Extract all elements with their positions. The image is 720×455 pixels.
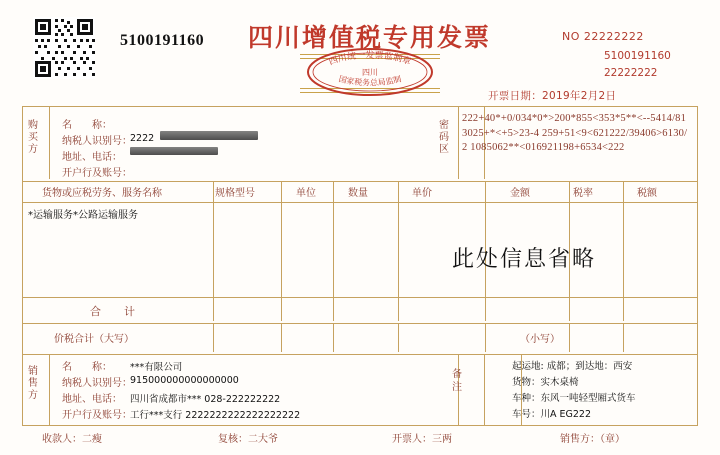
omitted-info-note: 此处信息省略: [452, 247, 597, 272]
subtotal-label: 合 计: [90, 305, 141, 318]
table-divider: [213, 181, 214, 321]
table-divider: [569, 323, 570, 352]
table-divider: [281, 181, 282, 321]
col-header-qty: 数量: [348, 188, 368, 199]
invoice-code-value: 5100191160: [604, 50, 671, 62]
seller-side-label: 销 售 方: [28, 366, 38, 401]
table-divider: [213, 323, 214, 352]
seller-taxid-label: 纳税人识别号：: [62, 378, 132, 389]
issue-date: 开票日期：2019年2月2日: [488, 90, 617, 102]
buyer-side-label: 购 买 方: [28, 120, 38, 155]
footer-reviewer: 复核：二大爷: [218, 434, 278, 445]
col-header-price: 单价: [412, 188, 432, 199]
invoice-no-label: NO 22222222: [562, 30, 644, 43]
redaction-bar: [130, 147, 218, 155]
invoice-serial-value: 22222222: [604, 67, 658, 79]
remark-line-4: 车号：川A EG222: [512, 409, 592, 420]
table-divider: [398, 181, 399, 321]
official-seal-stamp: [305, 46, 435, 98]
seal-top-text: 四川统一发票监制章: [327, 50, 413, 68]
seller-bank-label: 开户行及账号：: [62, 410, 132, 421]
table-divider: [49, 354, 50, 425]
table-divider: [23, 354, 697, 355]
grand-total-small-label: （小写）: [520, 334, 560, 345]
table-divider: [23, 202, 697, 203]
qr-code-icon: [33, 17, 95, 79]
redaction-bar: [160, 131, 258, 140]
table-divider: [333, 181, 334, 321]
col-header-spec: 规格型号: [215, 188, 255, 199]
table-divider: [49, 107, 50, 179]
remark-line-2: 货物：实木桌椅: [512, 377, 579, 388]
remark-side-label: 备 注: [452, 369, 462, 393]
remark-line-1: 起运地: 成都；到达地：西安: [512, 361, 633, 372]
table-divider: [281, 323, 282, 352]
footer-drawer: 开票人：三两: [392, 434, 452, 445]
seller-bank-value: 工行***支行 2222222222222222222: [130, 410, 301, 421]
cipher-text: 222+40*+0/034*0*>200*855<353*5**<--5414/813025+*<+5>23-4 259+51<9<621222/39406>6130/2 1085062**<016921198+6534<222: [462, 113, 688, 153]
cipher-side-label: 密 码 区: [439, 120, 449, 155]
seller-taxid-value: 915000000000000000: [130, 375, 239, 386]
page-title: 四川增值税专用发票: [248, 23, 492, 52]
col-header-goods-name: 货物或应税劳务、服务名称: [42, 188, 162, 199]
remark-line-3: 车种：东风一吨轻型厢式货车: [512, 393, 636, 404]
footer-seller-seal: 销售方：（章）: [560, 434, 625, 445]
buyer-taxid-value: 2222: [130, 133, 155, 144]
table-divider: [23, 181, 697, 182]
footer-payee: 收款人：二瘦: [42, 434, 102, 445]
table-divider: [398, 323, 399, 352]
col-header-unit: 单位: [296, 188, 316, 199]
goods-row-name: *运输服务*公路运输服务: [28, 210, 138, 221]
table-divider: [623, 323, 624, 352]
buyer-address-label: 地址、电话：: [62, 152, 122, 163]
seller-address-label: 地址、电话：: [62, 394, 122, 405]
col-header-tax: 税额: [637, 188, 657, 199]
table-divider: [23, 297, 697, 298]
seal-mid-text: 四川: [362, 68, 378, 77]
seller-name-value: ***有限公司: [130, 362, 183, 373]
seal-bottom-text: 国家税务总局监制: [337, 74, 403, 88]
table-divider: [484, 354, 485, 425]
buyer-bank-label: 开户行及账号：: [62, 168, 132, 179]
seller-name-label: 名 称：: [62, 362, 112, 373]
buyer-taxid-label: 纳税人识别号：: [62, 136, 132, 147]
table-divider: [23, 323, 697, 324]
table-divider: [458, 107, 459, 179]
table-divider: [623, 181, 624, 321]
col-header-rate: 税率: [573, 188, 593, 199]
buyer-name-label: 名 称：: [62, 120, 112, 131]
invoice-number-top: 5100191160: [120, 32, 205, 49]
seller-address-value: 四川省成都市*** 028-222222222: [130, 394, 281, 405]
col-header-amount: 金额: [510, 188, 530, 199]
table-divider: [333, 323, 334, 352]
grand-total-label: 价税合计（大写）: [54, 334, 134, 345]
table-divider: [485, 323, 486, 352]
